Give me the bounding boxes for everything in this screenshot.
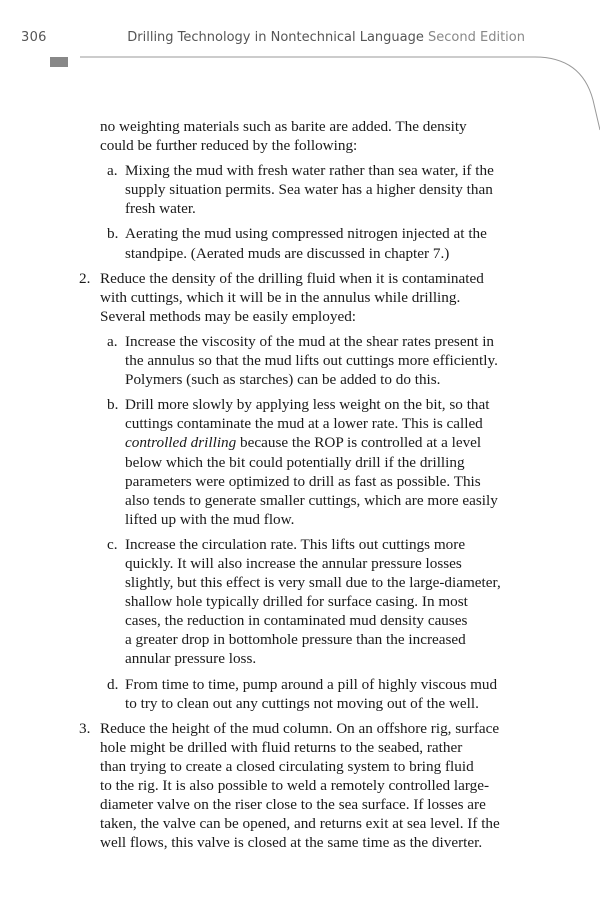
page-number: 306 [21,30,47,45]
subitem-label: a. [107,162,118,180]
text-line: well flows, this valve is closed at the same time as the diverter. [100,834,483,852]
text-line: supply situation permits. Sea water has a higher density than [125,181,493,199]
text-line: fresh water. [125,200,196,218]
text-line: with cuttings, which it will be in the annulus while drilling. [100,288,461,306]
text-line: Reduce the density of the drilling fluid when it is contaminated [100,269,484,287]
subitem-2c [107,535,600,669]
list-item-3 [79,719,600,853]
text-line: the annulus so that the mud lifts out cuttings more efficiently. [125,352,498,370]
text-line: lifted up with the mud flow. [125,510,295,528]
text-line: annular pressure loss. [125,650,257,668]
text-line: cuttings contaminate the mud at a lower rate. This is called [125,415,483,433]
subitem-label: a. [107,332,118,350]
item-label: 2. [79,269,91,287]
list-item-2 [79,269,600,326]
text-line: Increase the circulation rate. This lifts out cuttings more [125,535,466,553]
text-line: Mixing the mud with fresh water rather than sea water, if the [125,162,494,180]
text-line: below which the bit could potentially drill if the drilling [125,453,465,471]
subitem-label: d. [107,675,119,693]
text-run: because the ROP is controlled at a level [236,434,482,452]
text-line: to the rig. It is also possible to weld a remotely controlled large- [100,777,490,794]
italic-term: controlled drilling [125,434,237,452]
subitem-label: b. [107,225,119,243]
edition-label: Second Edition [428,30,525,45]
subitem-2d [107,675,600,713]
text-line [125,433,600,452]
book-title-text: Drilling Technology in Nontechnical Language [127,30,424,45]
text-line: Polymers (such as starches) can be added to do this. [125,371,441,389]
text-line: Several methods may be easily employed: [100,307,357,325]
text-line: taken, the valve can be opened, and returns exit at sea level. If the [100,815,500,833]
text-line: also tends to generate smaller cuttings, which are more easily [125,491,498,509]
subitem-label: b. [107,396,119,414]
text-line: shallow hole typically drilled for surface casing. In most [125,593,468,611]
subitem-2b [107,395,600,529]
text-line: could be further reduced by the following: [100,137,358,155]
text-line: than trying to create a closed circulating system to bring fluid [100,757,474,775]
subitem-1b [107,224,600,262]
subitem-label: c. [107,535,118,553]
text-line: to try to clean out any cuttings not moving out of the well. [125,694,479,712]
subitem-2a [107,332,600,389]
text-line: no weighting materials such as barite are added. The density [100,118,467,135]
text-line: cases, the reduction in contaminated mud density causes [125,612,468,630]
text-line: diameter valve on the riser close to the sea surface. If losses are [100,796,486,814]
text-line: Increase the viscosity of the mud at the shear rates present in [125,332,495,350]
text-line: Aerating the mud using compressed nitrogen injected at the [125,225,487,243]
section-marker [50,57,68,67]
intro-paragraph [100,117,600,155]
text-line: a greater drop in bottomhole pressure than the increased [125,631,466,649]
text-line: Drill more slowly by applying less weight on the bit, so that [125,396,490,414]
text-line: standpipe. (Aerated muds are discussed in chapter 7.) [125,244,450,262]
text-line: From time to time, pump around a pill of highly viscous mud [125,675,498,693]
text-line: hole might be drilled with fluid returns to the seabed, rather [100,738,463,756]
text-line: parameters were optimized to drill as fast as possible. This [125,472,481,490]
text-line: slightly, but this effect is very small due to the large-diameter, [125,574,501,592]
text-line: Reduce the height of the mud column. On an offshore rig, surface [100,719,500,737]
item-label: 3. [79,719,91,737]
subitem-1a [107,161,600,218]
page-body [0,117,600,852]
text-line: quickly. It will also increase the annular pressure losses [125,554,462,572]
